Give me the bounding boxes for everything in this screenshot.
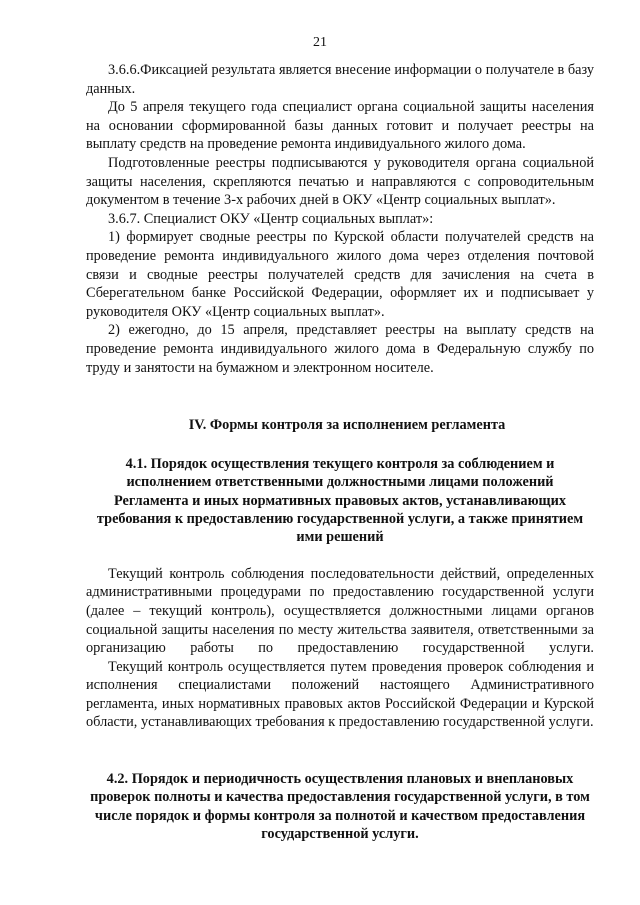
page-content <box>86 61 594 844</box>
subsection-title-4-1: 4.1. Порядок осуществления текущего контроля за соблюдением и исполнением ответственными должностными лицами положений Регламента и иных нормативных правовых актов, устанавливающих требования к предоставлению государственной услуги, а также принятием ими решений <box>96 455 584 546</box>
subsection-title-4-2: 4.2. Порядок и периодичность осуществления плановых и внеплановых проверок полноты и качества предоставления государственной услуги, в том числе порядок и формы контроля за полнотой и качеством предоставления государственной услуги. <box>90 771 590 843</box>
paragraph-current-control-definition: Текущий контроль соблюдения последовательности действий, определенных административными процедурами по предоставлению государственной услуги (далее – текущий контроль), осуществляется должностными лицами органов социальной защиты населения по месту жительства заявителя, ответственными за организацию работы по предоставлению государственной услуги. <box>86 565 594 657</box>
paragraph-registry-preparation: До 5 апреля текущего года специалист органа социальной защиты населения на основании сформированной базы данных готовит и получает реестры на выплату средств на проведение ремонта индивидуального жилого дома. <box>86 99 594 153</box>
paragraph-current-control-method: Текущий контроль осуществляется путем проведения проверок соблюдения и исполнения специалистами положений настоящего Административного регламента, иных нормативных правовых актов Российской Федерации и Курской области, устанавливающих требования к предоставлению государственной услуги. <box>86 658 594 731</box>
paragraph-item-2: 2) ежегодно, до 15 апреля, представляет реестры на выплату средств на проведение ремонта индивидуального жилого дома в Федеральную службу по труду и занятости на бумажном и электронном носителе. <box>86 322 594 376</box>
paragraph-registry-signing: Подготовленные реестры подписываются у руководителя органа социальной защиты населения, скрепляются печатью и направляются с сопроводительным документом в течение 3-х рабочих дней в ОКУ «Центр социальных выплат». <box>86 154 594 209</box>
paragraph-3-6-6: 3.6.6.Фиксацией результата является внесение информации о получателе в базу данных. <box>86 62 594 97</box>
page-number: 21 <box>313 35 327 50</box>
section-title-iv: IV. Формы контроля за исполнением регламента <box>188 417 506 434</box>
paragraph-3-6-7: 3.6.7. Специалист ОКУ «Центр социальных выплат»: <box>108 210 434 227</box>
paragraph-item-1: 1) формирует сводные реестры по Курской области получателей средств на проведение ремонта индивидуального жилого дома через отделения почтовой связи и сводные реестры получателей средств для зачисления на счета в Сберегательном банке Российской Федерации, оформляет их и подписывает у руководителя ОКУ «Центр социальных выплат». <box>86 229 594 320</box>
